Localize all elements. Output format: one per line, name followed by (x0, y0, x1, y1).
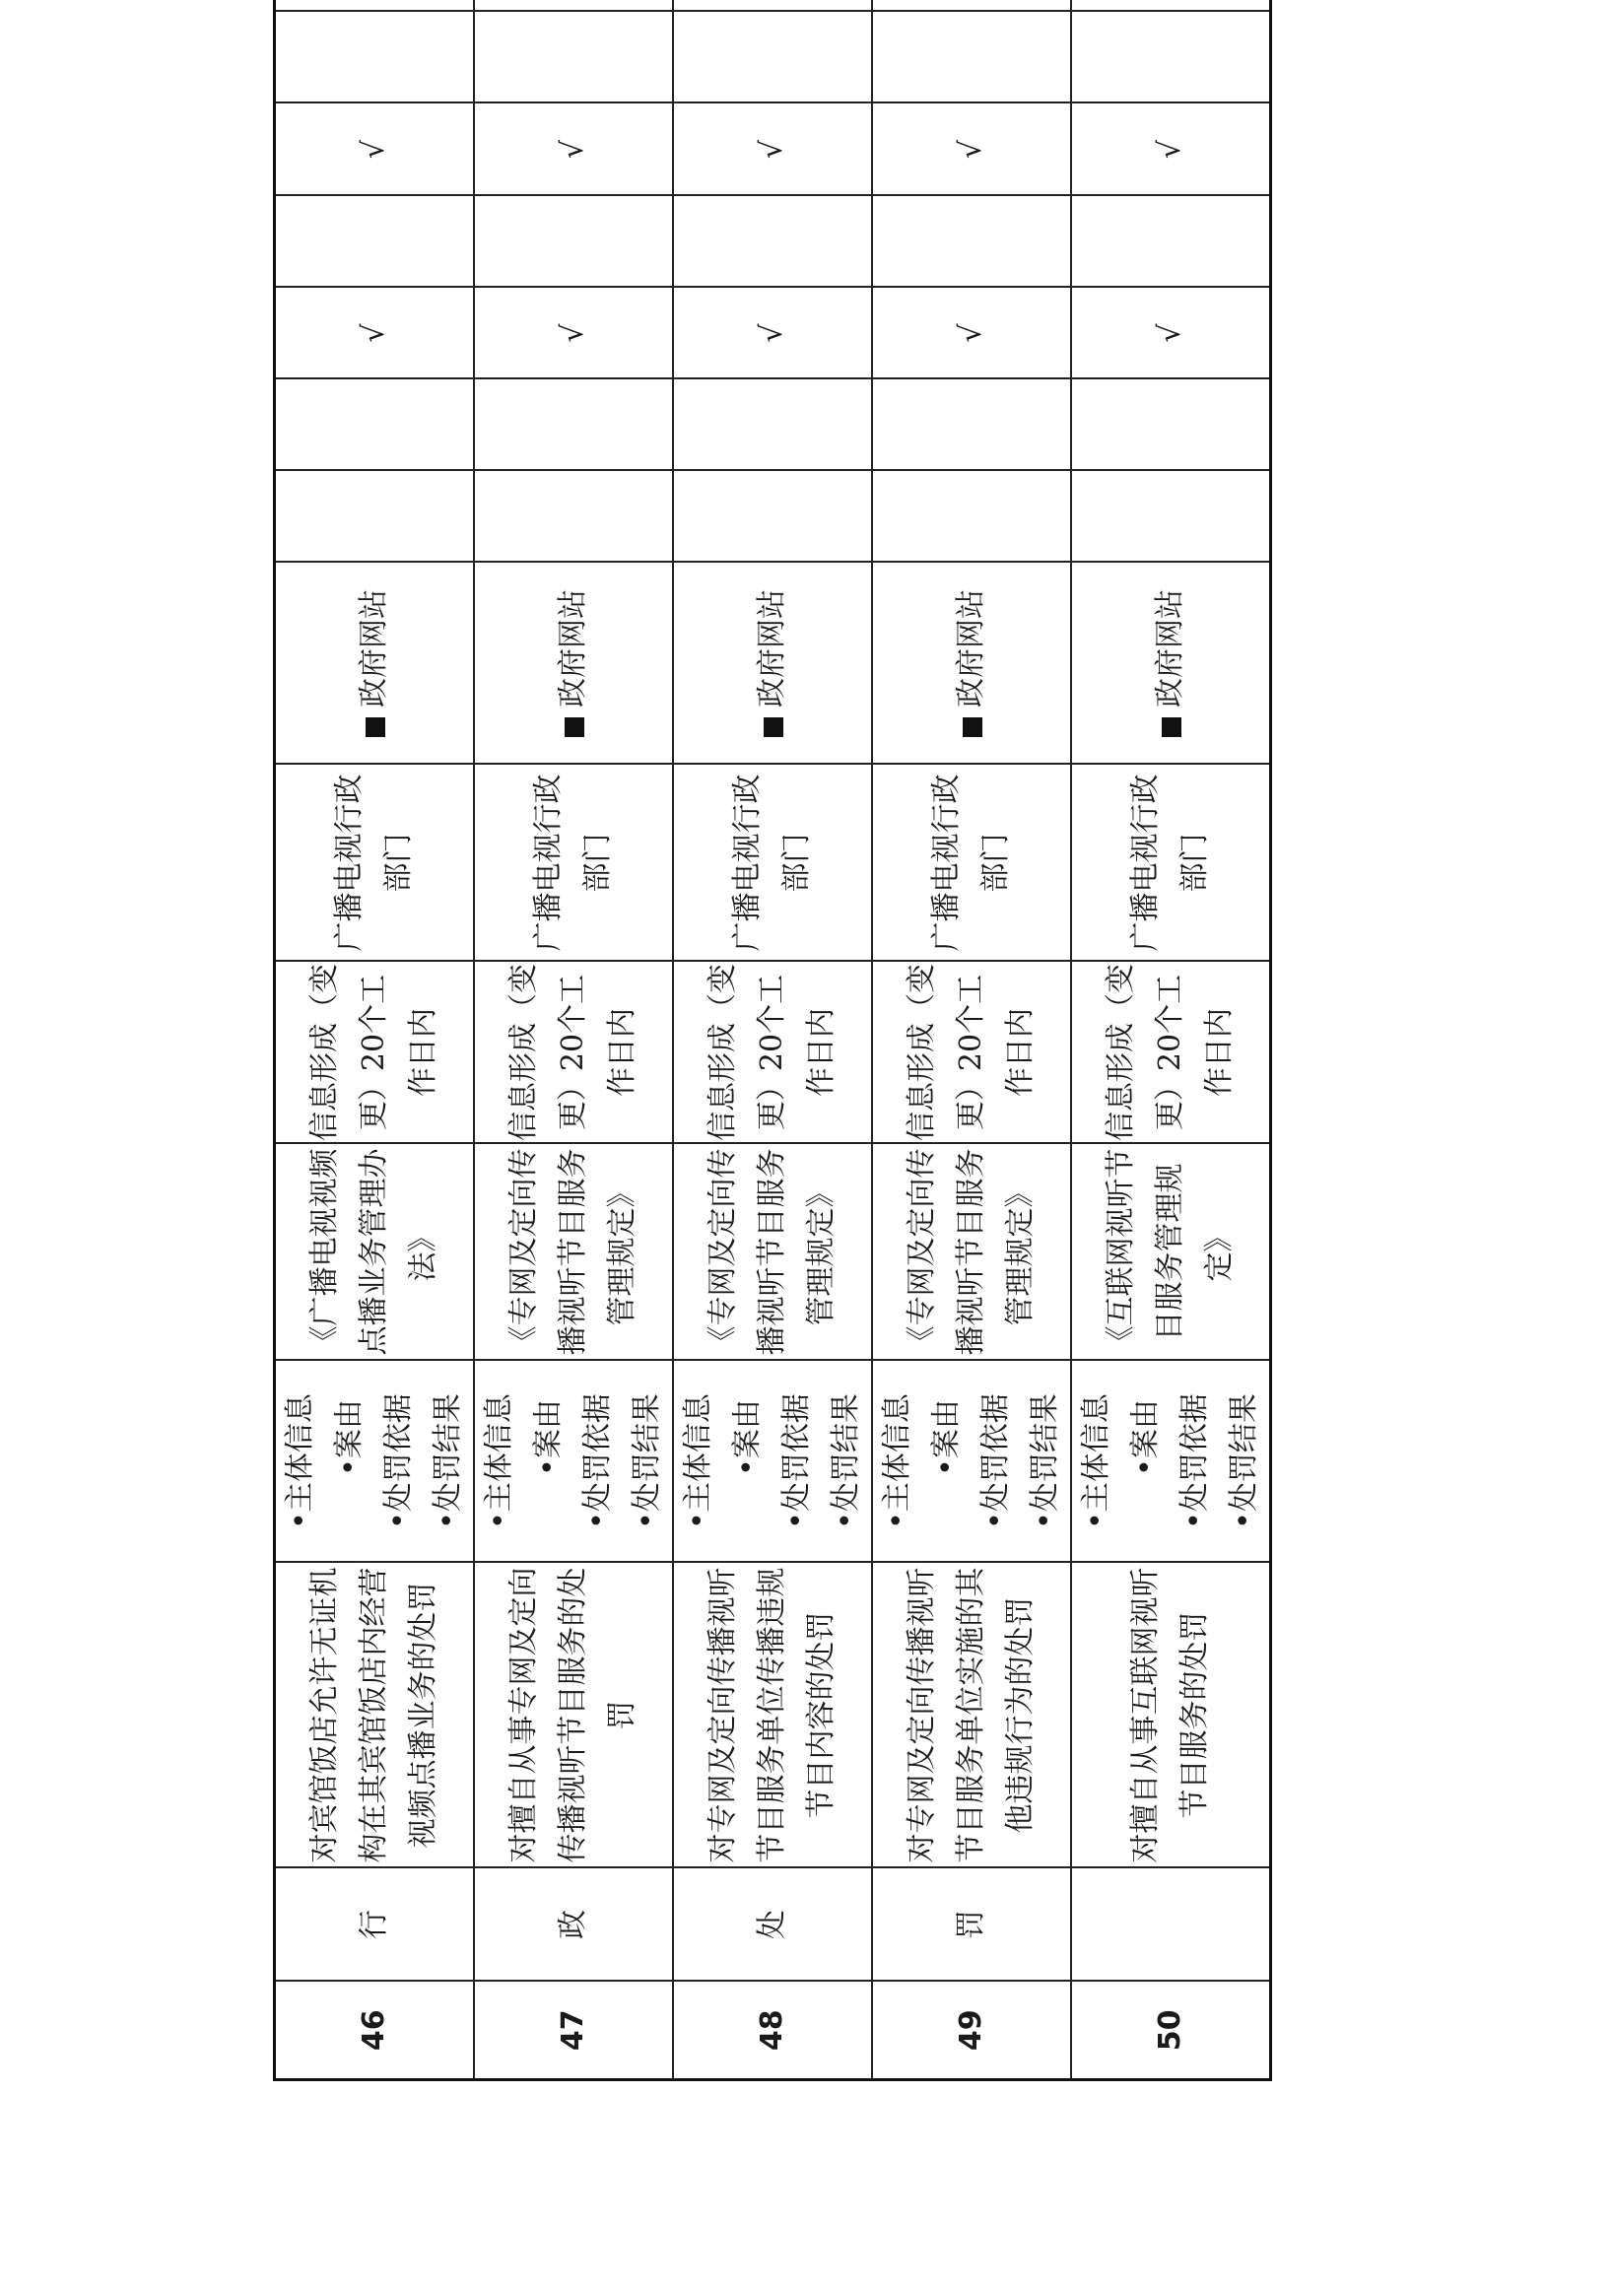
content-item: •主体信息 (681, 1393, 715, 1529)
content-list (474, 1361, 673, 1563)
disclosure-table (273, 0, 1272, 2081)
content-item: •案由 (730, 1399, 765, 1476)
legal-basis: 《互联网视听节目服务管理规定》 (1071, 1144, 1271, 1361)
check-cell (275, 196, 475, 288)
check-cell (872, 471, 1071, 563)
check-cell: √ (275, 103, 475, 196)
channel-cell (1071, 563, 1271, 765)
time-limit: 信息形成（变更）20个工作日内 (275, 962, 475, 1144)
check-cell (1071, 0, 1271, 12)
responsible-subject: 广播电视行政部门 (275, 765, 475, 962)
table-row (474, 0, 673, 2080)
item-name: 对擅自从事专网及定向传播视听节目服务的处罚 (474, 1563, 673, 1868)
content-item: •案由 (929, 1399, 964, 1476)
responsible-subject: 广播电视行政部门 (872, 765, 1071, 962)
row-number: 50 (1071, 1982, 1271, 2080)
content-item: •处罚结果 (1028, 1393, 1062, 1529)
check-cell (673, 0, 872, 12)
legal-basis: 《专网及定向传播视听节目服务管理规定》 (872, 1144, 1071, 1361)
check-cell (474, 12, 673, 103)
category-char: 处 (673, 1868, 872, 1982)
content-item: •案由 (1128, 1399, 1163, 1476)
filled-square-icon (1162, 717, 1181, 737)
check-cell (474, 196, 673, 288)
item-name: 对宾馆饭店允许无证机构在其宾馆饭店内经营视频点播业务的处罚 (275, 1563, 475, 1868)
content-list (1071, 1361, 1271, 1563)
check-cell (673, 471, 872, 563)
category-char: 政 (474, 1868, 673, 1982)
content-list (872, 1361, 1071, 1563)
check-cell (1071, 471, 1271, 563)
check-cell (275, 0, 475, 12)
content-item: •处罚结果 (1227, 1393, 1261, 1529)
filled-square-icon (764, 717, 783, 737)
check-cell: √ (275, 288, 475, 379)
row-number: 49 (872, 1982, 1071, 2080)
content-item: •处罚依据 (978, 1393, 1013, 1529)
responsible-subject: 广播电视行政部门 (673, 765, 872, 962)
content-item: •案由 (531, 1399, 566, 1476)
filled-square-icon (565, 717, 584, 737)
category-char: 罚 (872, 1868, 1071, 1982)
check-cell (474, 379, 673, 471)
check-cell (673, 196, 872, 288)
check-cell (1071, 379, 1271, 471)
check-cell (673, 12, 872, 103)
check-cell (474, 471, 673, 563)
check-cell (872, 12, 1071, 103)
check-cell (275, 471, 475, 563)
channel-cell (474, 563, 673, 765)
time-limit: 信息形成（变更）20个工作日内 (872, 962, 1071, 1144)
check-cell: √ (1071, 288, 1271, 379)
table-row (673, 0, 872, 2080)
responsible-subject: 广播电视行政部门 (1071, 765, 1271, 962)
content-item: •处罚结果 (829, 1393, 863, 1529)
filled-square-icon (963, 717, 982, 737)
check-cell: √ (673, 103, 872, 196)
item-name: 对专网及定向传播视听节目服务单位传播违规节目内容的处罚 (673, 1563, 872, 1868)
time-limit: 信息形成（变更）20个工作日内 (474, 962, 673, 1144)
row-number: 48 (673, 1982, 872, 2080)
content-item: •处罚依据 (381, 1393, 416, 1529)
filled-square-icon (366, 717, 385, 737)
check-cell: √ (872, 288, 1071, 379)
check-cell: √ (474, 103, 673, 196)
check-cell (1071, 12, 1271, 103)
channel-text: 政府网站 (755, 589, 789, 708)
check-cell (872, 0, 1071, 12)
table-row (275, 0, 475, 2080)
content-list (275, 1361, 475, 1563)
content-item: •处罚依据 (580, 1393, 615, 1529)
channel-cell (673, 563, 872, 765)
row-number: 46 (275, 1982, 475, 2080)
channel-cell (275, 563, 475, 765)
table-row (872, 0, 1071, 2080)
legal-basis: 《专网及定向传播视听节目服务管理规定》 (474, 1144, 673, 1361)
content-item: •主体信息 (482, 1393, 516, 1529)
content-item: •处罚结果 (630, 1393, 664, 1529)
channel-text: 政府网站 (357, 589, 391, 708)
item-name: 对专网及定向传播视听节目服务单位实施的其他违规行为的处罚 (872, 1563, 1071, 1868)
check-cell: √ (673, 288, 872, 379)
check-cell (1071, 196, 1271, 288)
channel-text: 政府网站 (556, 589, 590, 708)
check-cell (474, 0, 673, 12)
category-char: 行 (275, 1868, 475, 1982)
table-row (1071, 0, 1271, 2080)
content-item: •主体信息 (880, 1393, 914, 1529)
content-item: •案由 (332, 1399, 367, 1476)
check-cell (872, 379, 1071, 471)
content-item: •主体信息 (283, 1393, 317, 1529)
check-cell (872, 196, 1071, 288)
legal-basis: 《广播电视视频点播业务管理办法》 (275, 1144, 475, 1361)
channel-text: 政府网站 (954, 589, 988, 708)
content-item: •处罚依据 (1177, 1393, 1212, 1529)
check-cell: √ (872, 103, 1071, 196)
check-cell: √ (1071, 103, 1271, 196)
category-char (1071, 1868, 1271, 1982)
content-item: •主体信息 (1079, 1393, 1113, 1529)
time-limit: 信息形成（变更）20个工作日内 (673, 962, 872, 1144)
content-list (673, 1361, 872, 1563)
check-cell (275, 379, 475, 471)
channel-text: 政府网站 (1153, 589, 1187, 708)
check-cell (275, 12, 475, 103)
check-cell (673, 379, 872, 471)
time-limit: 信息形成（变更）20个工作日内 (1071, 962, 1271, 1144)
rotated-table-sheet (273, 139, 1261, 2081)
channel-cell (872, 563, 1071, 765)
content-item: •处罚结果 (431, 1393, 465, 1529)
content-item: •处罚依据 (779, 1393, 814, 1529)
item-name: 对擅自从事互联网视听节目服务的处罚 (1071, 1563, 1271, 1868)
table-body (275, 0, 1271, 2080)
legal-basis: 《专网及定向传播视听节目服务管理规定》 (673, 1144, 872, 1361)
responsible-subject: 广播电视行政部门 (474, 765, 673, 962)
row-number: 47 (474, 1982, 673, 2080)
check-cell: √ (474, 288, 673, 379)
